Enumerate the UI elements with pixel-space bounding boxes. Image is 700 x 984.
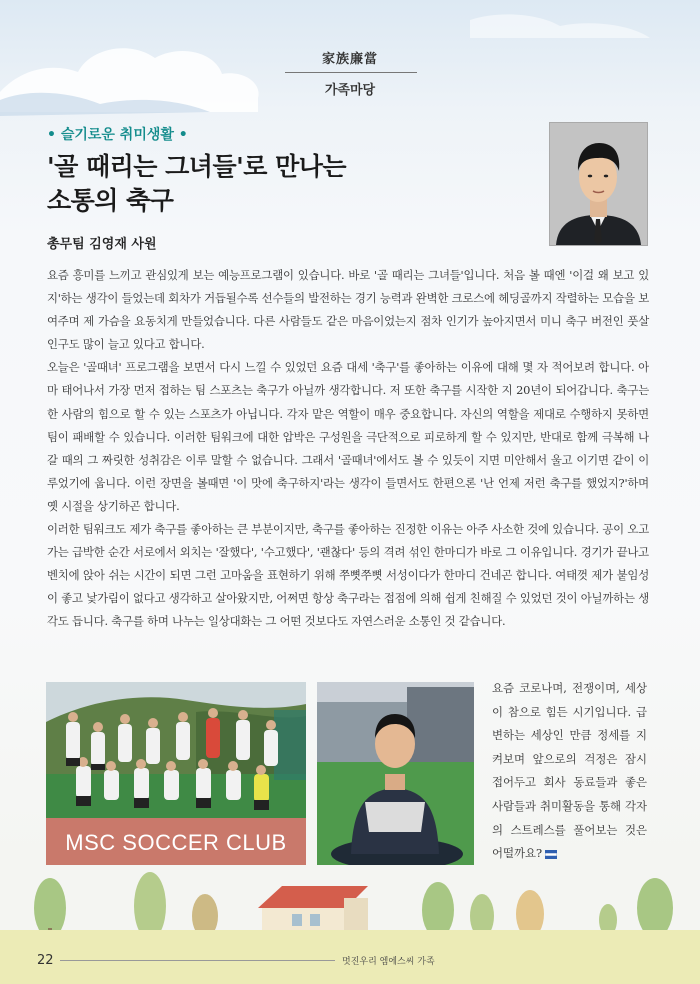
article-category: • 슬기로운 취미생활 • [47,127,188,143]
body-paragraph-1: 요즘 흥미를 느끼고 관심있게 보는 예능프로그램이 있습니다. 바로 '골 때리는 그녀들'입니다. 처음 볼 때엔 '이걸 왜 보고 있지'하는 생각이 들었는데 회차가 거듭될수록 선수들의 발전하는 경기 능력과 완벽한 크로스에 헤딩골까지 작렬하는 모습을 보여주며 제 가슴을 요동치게 만들었습니다. 다른 사람들도 같은 마음이었는지 점차 인기가 높아지면서 미니 축구 버전인 풋살 인구도 많이 늘고 있다고 합니다. [47,268,649,352]
landscape-decoration [0,858,700,938]
title-line-1: '골 때리는 그녀들'로 만나는 [47,152,347,181]
article-title [47,150,346,218]
title-line-2: 소통의 축구 [47,186,174,215]
section-title: 가족마당 [324,83,376,98]
player-photo [317,682,474,865]
page-number: 22 [37,953,54,968]
author-portrait [549,122,648,246]
body-paragraph-3: 이러한 팀워크도 제가 축구를 좋아하는 큰 부분이지만, 축구를 좋아하는 진정한 이유는 아주 사소한 것에 있습니다. 공이 오고 가는 급박한 순간 서로에서 외치는 '잘했다', '수고했다', '괜찮다' 등의 격려 섞인 한마디가 바로 그 이유입니다. 경기가 끝나고 벤치에 앉아 쉬는 시간이 되면 그런 고마움을 표현하기 위해 쭈뼛쭈뼛 서성이다가 한마디 건네곤 합니다. 여태껏 제가 붙임성이 좋고 낯가림이 없다고 생각하고 살아왔지만, 어쩌면 항상 축구라는 접점에 의해 쉽게 친해질 수 있었던 것이 아닐까하는 생각도 듭니다. 축구를 하며 나누는 일상대화는 그 어떤 것보다도 자연스러운 소통인 것 같습니다. [47,522,649,629]
team-photo [46,682,306,865]
article-author: 총무팀 김영재 사원 [47,237,157,252]
closing-paragraph [492,677,647,866]
closing-text: 요즘 코로나며, 전쟁이며, 세상이 참으로 힘든 시기입니다. 급변하는 세상인 만큼 정세를 지켜보며 앞으로의 걱정은 잠시 접어두고 회사 동료들과 좋은 사람들과 취미활동을 통해 각자의 스트레스를 풀어보는 것은 어떨까요? [492,681,647,861]
photo-caption-banner: MSC SOCCER CLUB [65,830,287,855]
article-body [47,264,649,634]
section-divider [285,72,417,73]
body-paragraph-2: 오늘은 '골때녀' 프로그램을 보면서 다시 느낄 수 있었던 요즘 대세 '축구'를 좋아하는 이유에 대해 몇 자 적어보려 합니다. 아마 태어나서 가장 먼저 접하는 팀 스포츠는 축구가 아닐까 생각합니다. 저 또한 축구를 시작한 지 20년이 되어갑니다. 축구는 한 사람의 힘으로 할 수 있는 스포츠가 아닙니다. 각자 맡은 역할이 매우 중요합니다. 자신의 역할을 제대로 수행하지 못하면 팀이 패배할 수 있습니다. 이러한 팀워크에 대한 압박은 구성원을 극단적으로 피로하게 할 수 있지만, 반대로 함께 극복해 나갈 때의 그 짜릿한 성취감은 이루 말할 수 없습니다. 그래서 '골때녀'에서도 볼 수 있듯이 지면 미안해서 울고 이기면 같이 이루었기에 웁니다. 이런 장면을 볼때면 '이 맛에 축구하지'라는 생각이 들면서도 한편으론 '난 언제 저런 축구를 했었지?'하며 옛 시절을 상기하곤 합니다. [47,360,649,513]
section-hanja: 家族廉當 [321,52,378,67]
magazine-name: 멋진우리 엠에스씨 가족 [342,957,435,967]
footer-divider [60,960,335,961]
